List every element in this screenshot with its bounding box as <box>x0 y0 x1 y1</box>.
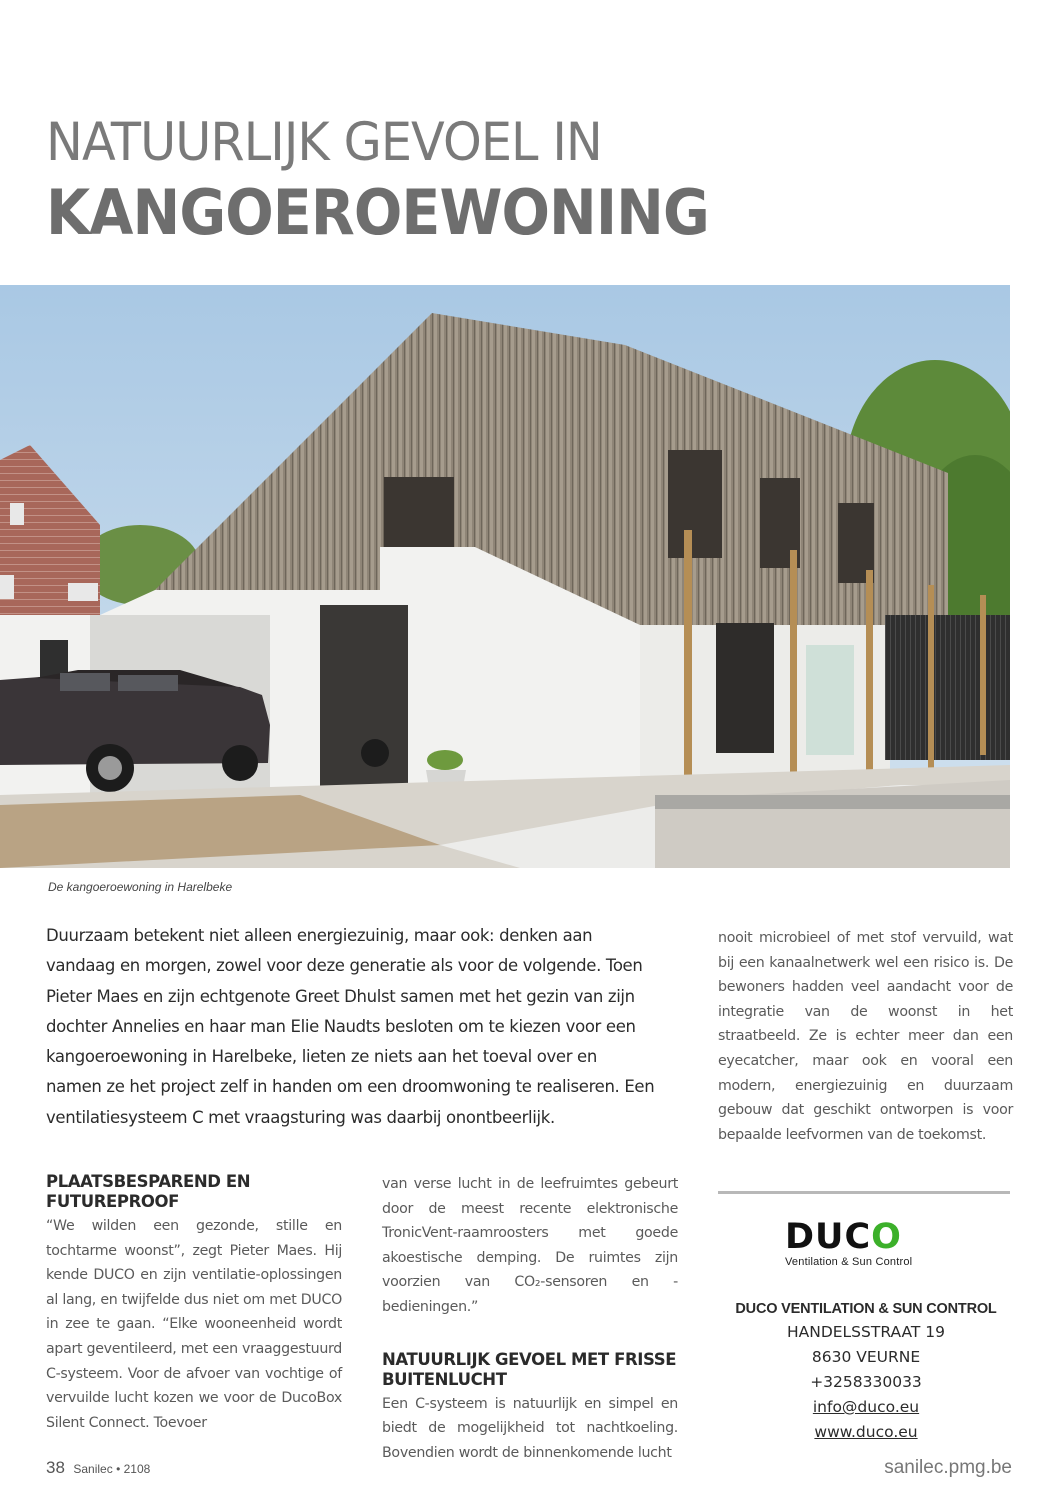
section-continued-column <box>382 1172 678 1465</box>
contact-city: 8630 VEURNE <box>811 1348 921 1366</box>
contact-phone: +3258330033 <box>810 1373 922 1391</box>
contact-email-link[interactable]: info@duco.eu <box>812 1398 920 1416</box>
duco-wordmark-start: DUC <box>785 1217 872 1257</box>
page-title-line2: KANGOEROEWONING <box>46 176 709 249</box>
house-photo <box>0 285 1010 868</box>
duco-logo <box>785 1219 950 1273</box>
duco-wordmark-o: O <box>871 1217 902 1257</box>
section1-heading: PLAATSBESPAREND EN FUTUREPROOF <box>46 1172 251 1211</box>
section2-body: Een C-systeem is natuurlijk en simpel en biedt de mogelijkheid tot nachtkoeling. Bovendien wordt de binnenkomende lucht <box>382 1395 678 1461</box>
intro-text: Duurzaam betekent niet alleen energiezuinig, maar ook: denken aan vandaag en morgen, zowel voor deze generatie als voor de volgende. Toen Pieter Maes en zijn echtgenote Greet Dhulst samen met het gezin van zijn dochter Annelies en haar man Elie Naudts besloten om te kiezen voor een kangoeroewoning in Harelbeke, lieten ze niets aan het toeval over en namen ze het project zelf in handen om een droomwoning te realiseren. Een ventilatiesysteem C met vraagsturing was daarbij onontbeerlijk. <box>46 926 655 1127</box>
contact-company: DUCO VENTILATION & SUN CONTROL <box>735 1301 997 1317</box>
section1-column <box>46 1172 342 1435</box>
contact-block <box>718 1298 1014 1445</box>
section1-body: “We wilden een gezonde, stille en tochtarme woonst”, zegt Pieter Maes. Hij kende DUCO en zijn ventilatie-oplossingen al lang, en twijfelde dus niet om met DUCO in zee te gaan. “Elke wooneenheid wordt apart geventileerd, met een vraaggestuurd C-systeem. Voor de afvoer van vochtige of vervuilde lucht kozen we voor de DucoBox Silent Connect. Toevoer <box>46 1218 342 1431</box>
duco-wordmark <box>785 1219 950 1255</box>
divider <box>718 1191 1010 1194</box>
right-column-text: nooit microbieel of met stof vervuild, wat bij een kanaalnetwerk wel een risico is. De bewoners hadden veel aandacht voor de integratie van de woonst in het straatbeeld. Ze is echter meer dan een eyecatcher, maar ook en vooral een modern, energiezuinig en duurzaam gebouw dat geschikt ontworpen is voor bepaalde leefvormen van de toekomst. <box>718 930 1013 1143</box>
contact-website-link[interactable]: www.duco.eu <box>814 1423 918 1441</box>
magazine-issue: Sanilec • 2108 <box>73 1462 151 1476</box>
intro-paragraph <box>46 921 656 1133</box>
footer-left <box>46 1458 150 1478</box>
page-number: 38 <box>46 1458 65 1477</box>
contact-street: HANDELSSTRAAT 19 <box>786 1323 946 1341</box>
footer-site: sanilec.pmg.be <box>884 1457 1012 1478</box>
page-title-line1: NATUURLIJK GEVOEL IN <box>46 112 602 173</box>
section1-continued: van verse lucht in de leefruimtes gebeurt door de meest recente elektronische TronicVent-raamroosters met goede akoestische demping. De ruimtes zijn voorzien van CO₂-sensoren en -bedieningen.” <box>382 1176 678 1315</box>
photo-caption: De kangoeroewoning in Harelbeke <box>48 880 233 894</box>
section2-heading: NATUURLIJK GEVOEL MET FRISSE BUITENLUCHT <box>382 1349 677 1389</box>
duco-logo-subtitle: Ventilation & Sun Control <box>785 1256 913 1268</box>
